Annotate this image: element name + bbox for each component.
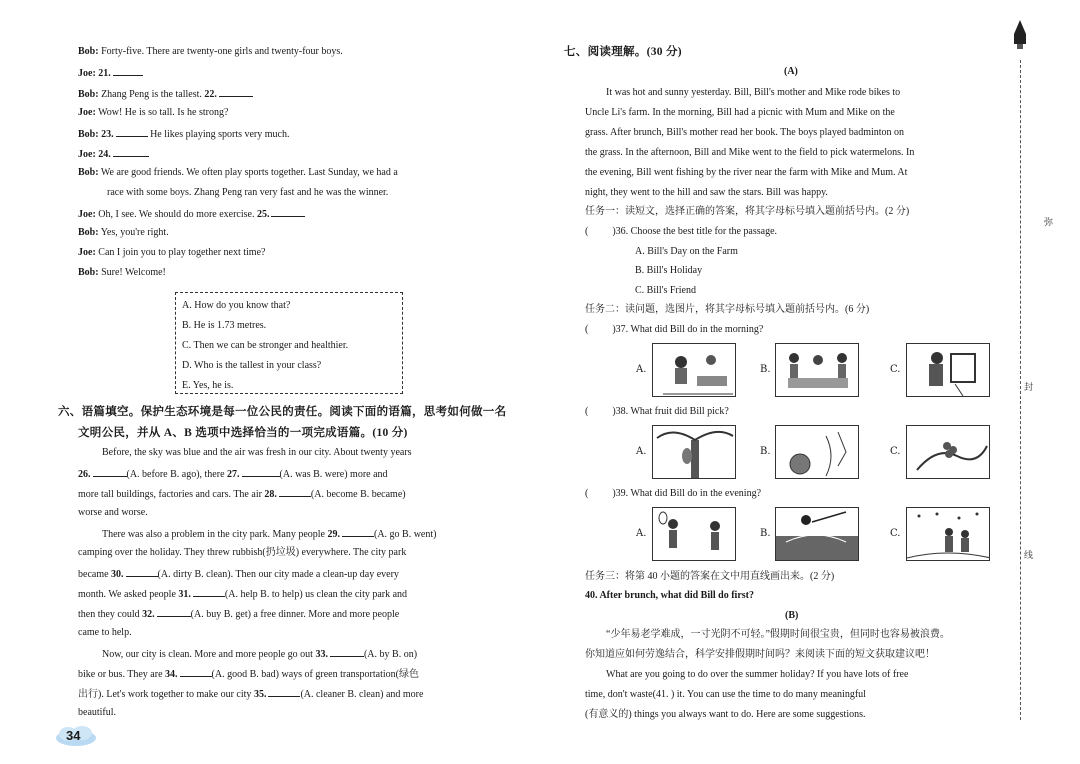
answer-blank-35[interactable]: [268, 686, 300, 697]
dialogue-line: Bob: Sure! Welcome!: [78, 267, 166, 278]
answer-blank-24[interactable]: [113, 146, 149, 157]
page-number: 34: [60, 726, 100, 748]
binding-char: 线: [1024, 551, 1034, 561]
question-37: ( )37. What did Bill do in the morning?: [585, 324, 764, 335]
question-40: 40. After brunch, what did Bill do first?: [585, 590, 754, 601]
passage-a-line: the grass. In the afternoon, Bill and Mike went to the field to pick watermelons. In: [585, 147, 915, 158]
passage-line: Before, the sky was blue and the air was fresh in our city. About twenty years: [102, 447, 412, 458]
dialogue-line: Joe: Wow! He is so tall. Is he strong?: [78, 107, 229, 118]
answer-blank-21[interactable]: [113, 65, 143, 76]
section-7-title: 七、阅读理解。(30 分): [564, 46, 682, 58]
passage-line: beautiful.: [78, 707, 117, 718]
task-3: 任务三：将第 40 小题的答案在文中用直线画出来。(2 分): [585, 571, 835, 582]
right-page: [540, 0, 1080, 764]
passage-line: became 30. (A. dirty B. clean). Then our city made a clean-up day every: [78, 566, 399, 582]
banana-tree-picture[interactable]: [652, 425, 736, 479]
badminton-picture[interactable]: [652, 507, 736, 561]
pic-label-b: B.: [760, 364, 771, 375]
dialogue-line: Bob: We are good friends. We often play sports together. Last Sunday, we had a: [78, 167, 398, 178]
answer-blank-34[interactable]: [180, 666, 212, 677]
answer-blank-29[interactable]: [342, 526, 374, 537]
fishing-picture[interactable]: [775, 507, 859, 561]
passage-b-line: time, don't waste(41. ) it. You can use the time to do many meaningful: [585, 689, 866, 700]
pic-label-b: B.: [760, 446, 771, 457]
section-6-title-cont: 文明公民，并从 A、B 选项中选择恰当的一项完成语篇。(10 分): [78, 427, 408, 439]
option-item: C. Then we can be stronger and healthier.: [182, 340, 349, 351]
passage-a-line: the evening, Bill went fishing by the river near the farm with Mike and Mum. At: [585, 167, 908, 178]
question-39: ( )39. What did Bill do in the evening?: [585, 488, 762, 499]
answer-blank-22[interactable]: [219, 86, 253, 97]
stargazing-picture[interactable]: [906, 507, 990, 561]
answer-blank-27[interactable]: [242, 466, 280, 477]
answer-blank-32[interactable]: [157, 606, 191, 617]
passage-line: worse and worse.: [78, 507, 148, 518]
option-item: B. He is 1.73 metres.: [182, 320, 267, 331]
passage-line: 26. (A. before B. ago), there 27. (A. was B. were) more and: [78, 466, 388, 482]
binding-line: [1020, 60, 1022, 720]
q36-option: A. Bill's Day on the Farm: [635, 246, 738, 257]
answer-blank-26[interactable]: [93, 466, 127, 477]
answer-blank-30[interactable]: [126, 566, 158, 577]
passage-line: 出行). Let's work together to make our city 35. (A. cleaner B. clean) and more: [78, 686, 423, 702]
option-item: A. How do you know that?: [182, 300, 291, 311]
passage-line: Now, our city is clean. More and more people go out 33. (A. by B. on): [102, 646, 417, 662]
q36-option: C. Bill's Friend: [635, 285, 696, 296]
pic-label-a: A.: [636, 446, 647, 457]
pic-label-a: A.: [636, 528, 647, 539]
passage-line: came to help.: [78, 627, 132, 638]
passage-a-line: It was hot and sunny yesterday. Bill, Bill's mother and Mike rode bikes to: [606, 87, 901, 98]
passage-b-line: “少年易老学难成，一寸光阴不可轻。”假期时间很宝贵，但同时也容易被浪费。: [606, 629, 950, 640]
picnic-group-picture[interactable]: [775, 343, 859, 397]
passage-line: then they could 32. (A. buy B. get) a free dinner. More and more people: [78, 606, 399, 622]
binding-char: 封: [1024, 383, 1034, 393]
dialogue-line: Joe: Oh, I see. We should do more exercise. 25.: [78, 206, 305, 222]
answer-blank-33[interactable]: [330, 646, 364, 657]
passage-line: more tall buildings, factories and cars. The air 28. (A. become B. became): [78, 486, 406, 502]
passage-a-line: night, they went to the hill and saw the stars. Bill was happy.: [585, 187, 828, 198]
passage-line: camping over the holiday. They threw rubbish(扔垃圾) everywhere. The city park: [78, 547, 407, 558]
watermelon-picture[interactable]: [775, 425, 859, 479]
passage-line: There was also a problem in the city park. Many people 29. (A. go B. went): [102, 526, 436, 542]
dialogue-line: Bob: Zhang Peng is the tallest. 22.: [78, 86, 253, 102]
question-36: ( )36. Choose the best title for the passage.: [585, 226, 778, 237]
pic-label-c: C.: [890, 528, 901, 539]
pic-label-b: B.: [760, 528, 771, 539]
grape-vine-picture[interactable]: [906, 425, 990, 479]
passage-a-line: Uncle Li's farm. In the morning, Bill had a picnic with Mum and Mike on the: [585, 107, 895, 118]
passage-line: month. We asked people 31. (A. help B. to help) us clean the city park and: [78, 586, 407, 602]
dialogue-line: Bob: Yes, you're right.: [78, 227, 169, 238]
dialogue-line: Joe: 21.: [78, 65, 143, 81]
passage-b-line: What are you going to do over the summer holiday? If you have lots of free: [606, 669, 909, 680]
question-38: ( )38. What fruit did Bill pick?: [585, 406, 729, 417]
pic-label-c: C.: [890, 364, 901, 375]
part-b-label: (B): [785, 610, 799, 621]
answer-blank-31[interactable]: [193, 586, 225, 597]
rocket-icon: [1012, 20, 1028, 54]
task-1: 任务一：读短文，选择正确的答案，将其字母标号填入题前括号内。(2 分): [585, 206, 910, 217]
binding-char: 弥: [1044, 218, 1054, 228]
answer-blank-23[interactable]: [116, 126, 148, 137]
option-item: E. Yes, he is.: [182, 380, 234, 391]
dialogue-line: race with some boys. Zhang Peng ran very fast and he was the winner.: [107, 187, 389, 198]
pic-label-c: C.: [890, 446, 901, 457]
dialogue-line: Bob: 23. He likes playing sports very much.: [78, 126, 289, 142]
option-item: D. Who is the tallest in your class?: [182, 360, 322, 371]
passage-line: bike or bus. They are 34. (A. good B. bad) ways of green transportation(绿色: [78, 666, 419, 682]
answer-blank-28[interactable]: [279, 486, 311, 497]
section-6-title: 六、语篇填空。保护生态环境是每一位公民的责任。阅读下面的语篇，思考如何做一名: [58, 406, 507, 418]
dialogue-line: Joe: Can I join you to play together next time?: [78, 247, 266, 258]
passage-b-line: 你知道应如何劳逸结合，科学安排假期时间吗？来阅读下面的短文获取建议吧！: [585, 649, 935, 660]
dialogue-line: Bob: Forty-five. There are twenty-one girls and twenty-four boys.: [78, 46, 343, 57]
part-a-label: (A): [784, 66, 798, 77]
pic-label-a: A.: [636, 364, 647, 375]
task-2: 任务二：读问题，选图片，将其字母标号填入题前括号内。(6 分): [585, 304, 870, 315]
options-box: [175, 292, 403, 394]
q36-option: B. Bill's Holiday: [635, 265, 703, 276]
reading-picture[interactable]: [906, 343, 990, 397]
passage-a-line: grass. After brunch, Bill's mother read her book. The boys played badminton on: [585, 127, 905, 138]
answer-blank-25[interactable]: [271, 206, 305, 217]
dialogue-line: Joe: 24.: [78, 146, 149, 162]
passage-b-line: (有意义的) things you always want to do. Here are some suggestions.: [585, 709, 866, 720]
picnic-picture[interactable]: [652, 343, 736, 397]
